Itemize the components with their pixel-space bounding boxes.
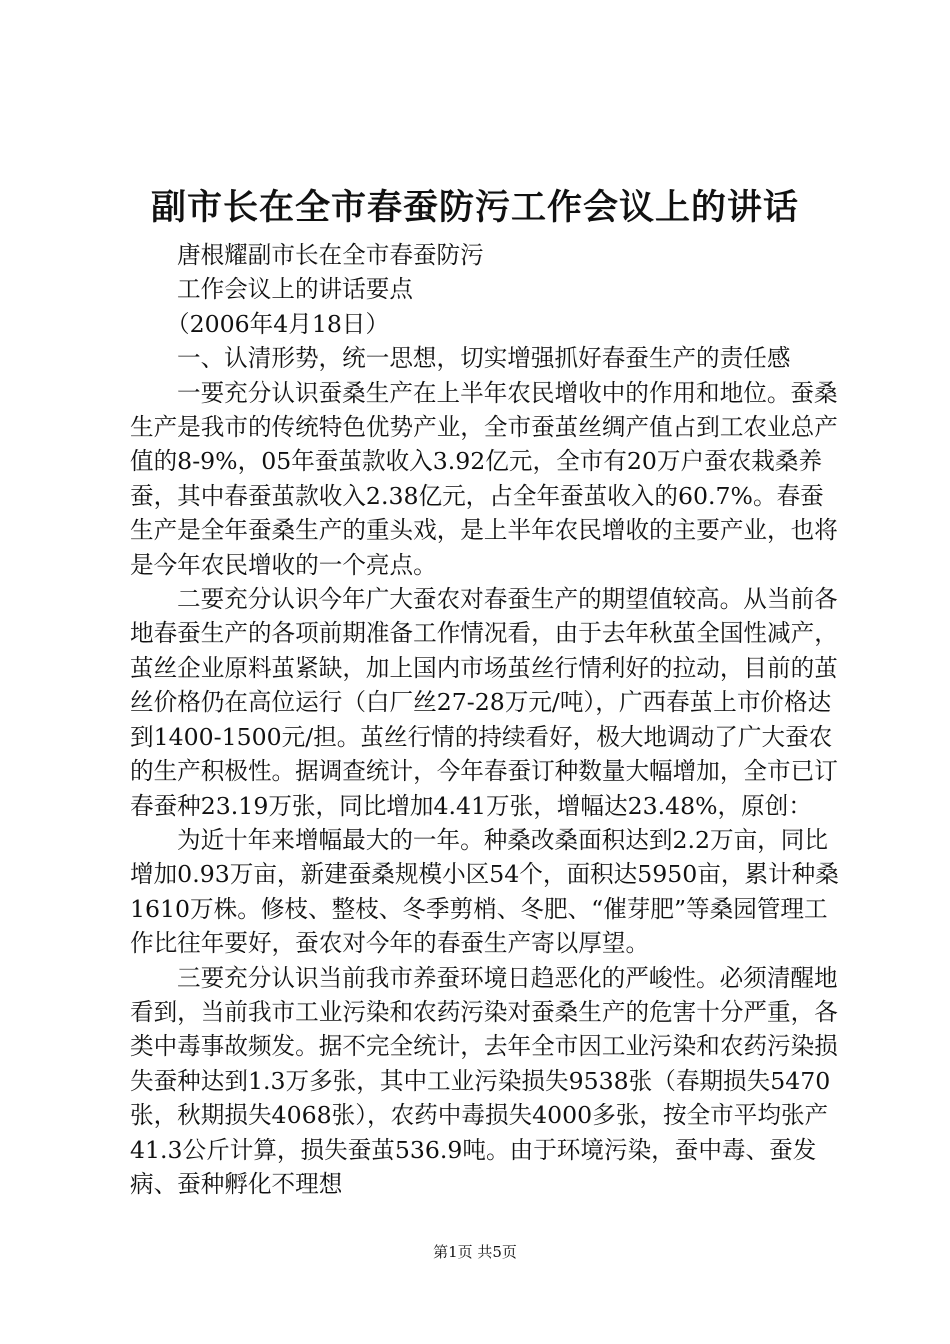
body-paragraph: 一要充分认识蚕桑生产在上半年农民增收中的作用和地位。蚕桑生产是我市的传统特色优势产业，全市蚕茧丝绸产值占到工农业总产值的8-9%，05年蚕茧款收入3.92亿元，全市有20万户蚕农栽桑养蚕，其中春蚕茧款收入2.38亿元，占全年蚕茧收入的60.7%。春蚕生产是全年蚕桑生产的重头戏，是上半年农民增收的主要产业，也将是今年农民增收的一个亮点。	[130, 378, 838, 579]
page-footer: 第1页 共5页	[433, 1243, 517, 1261]
document-title: 副市长在全市春蚕防污工作会议上的讲话	[150, 187, 799, 228]
subtitle-line-1: 唐根耀副市长在全市春蚕防污	[177, 241, 484, 269]
speech-date: （2006年4月18日）	[166, 309, 390, 338]
section-heading-1: 一、认清形势，统一思想，切实增强抓好春蚕生产的责任感	[177, 344, 791, 373]
body-paragraph: 二要充分认识今年广大蚕农对春蚕生产的期望值较高。从当前各地春蚕生产的各项前期准备工作情况看，由于去年秋茧全国性减产，茧丝企业原料茧紧缺，加上国内市场茧丝行情利好的拉动，目前的茧丝价格仍在高位运行（白厂丝27-28万元/吨），广西春茧上市价格达到1400-1500元/担。茧丝行情的持续看好，极大地调动了广大蚕农的生产积极性。据调查统计，今年春蚕订种数量大幅增加，全市已订春蚕种23.19万张，同比增加4.41万张，增幅达23.48%，原创：	[130, 585, 838, 820]
subtitle-line-2: 工作会议上的讲话要点	[177, 275, 413, 304]
document-body	[130, 238, 842, 1201]
body-paragraph: 为近十年来增幅最大的一年。种桑改桑面积达到2.2万亩，同比增加0.93万亩，新建蚕桑规模小区54个，面积达5950亩，累计种桑1610万株。修枝、整枝、冬季剪梢、冬肥、“催芽肥”等桑园管理工作比往年要好，蚕农对今年的春蚕生产寄以厚望。	[130, 825, 839, 958]
body-paragraph: 三要充分认识当前我市养蚕环境日趋恶化的严峻性。必须清醒地看到，当前我市工业污染和农药污染对蚕桑生产的危害十分严重，各类中毒事故频发。据不完全统计，去年全市因工业污染和农药污染损失蚕种达到1.3万多张，其中工业污染损失9538张（春期损失5470张，秋期损失4068张），农药中毒损失4000多张，按全市平均张产41.3公斤计算，损失蚕茧536.9吨。由于环境污染，蚕中毒、蚕发病、蚕种孵化不理想	[130, 963, 838, 1198]
